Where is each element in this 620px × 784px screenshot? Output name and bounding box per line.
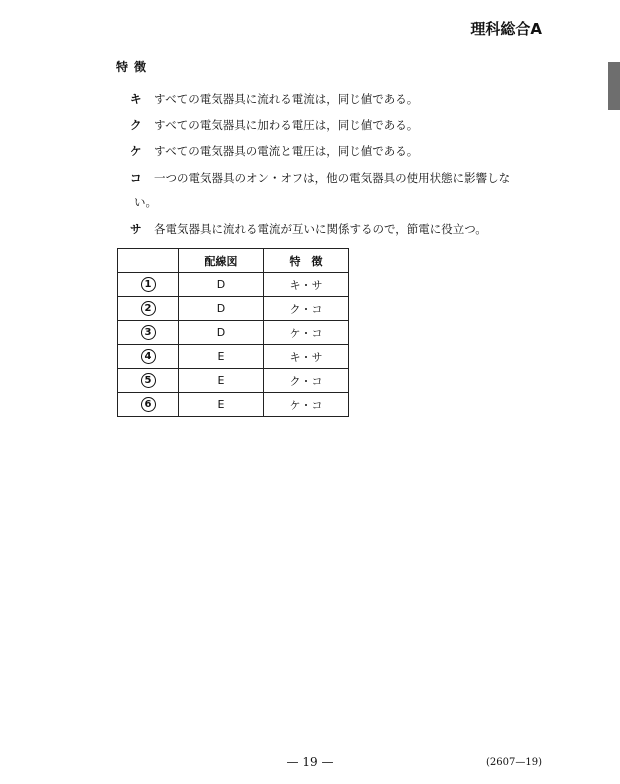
choice-number: 2 — [141, 301, 156, 316]
wiring-cell: D — [179, 321, 264, 345]
side-index-tab — [608, 62, 620, 110]
table-row — [118, 321, 349, 345]
table-row — [118, 273, 349, 297]
feature-item — [130, 214, 542, 242]
choice-number-cell — [118, 273, 179, 297]
choice-number-cell — [118, 297, 179, 321]
table-header-row — [118, 249, 349, 273]
table-row — [118, 369, 349, 393]
feature-item — [130, 112, 542, 138]
header-wiring: 配線図 — [179, 249, 264, 273]
exam-code: (2607—19) — [486, 757, 542, 768]
table-row — [118, 345, 349, 369]
choice-number-cell — [118, 369, 179, 393]
feature-key: ケ — [130, 144, 142, 158]
subject-title: 理科総合A — [470, 20, 542, 38]
features-cell: キ・サ — [264, 345, 349, 369]
feature-text: すべての電気器具に加わる電圧は，同じ値である。 — [154, 118, 419, 132]
feature-key: コ — [130, 171, 142, 185]
choice-number-cell — [118, 345, 179, 369]
choice-number: 1 — [141, 277, 156, 292]
section-heading: 特徴 — [116, 60, 153, 74]
feature-text: すべての電気器具に流れる電流は，同じ値である。 — [154, 92, 419, 106]
table-row — [118, 297, 349, 321]
feature-text: 一つの電気器具のオン・オフは，他の電気器具の使用状態に影響しな — [154, 171, 511, 185]
choice-number: 4 — [141, 349, 156, 364]
feature-item — [130, 138, 542, 164]
feature-key: キ — [130, 92, 142, 106]
feature-text-continuation: い。 — [134, 195, 157, 209]
features-cell: ケ・コ — [264, 321, 349, 345]
page-number: — 19 — — [286, 755, 334, 769]
features-cell: ケ・コ — [264, 393, 349, 417]
feature-list — [130, 86, 542, 242]
choice-number: 6 — [141, 397, 156, 412]
features-cell: ク・コ — [264, 369, 349, 393]
feature-key: ク — [130, 118, 142, 132]
choice-number-cell — [118, 393, 179, 417]
choice-number: 3 — [141, 325, 156, 340]
wiring-cell: D — [179, 273, 264, 297]
header-features: 特 徴 — [264, 249, 349, 273]
feature-text: すべての電気器具の電流と電圧は，同じ値である。 — [154, 144, 419, 158]
corner-cell — [118, 249, 179, 273]
features-cell: ク・コ — [264, 297, 349, 321]
choice-number-cell — [118, 321, 179, 345]
table-row — [118, 393, 349, 417]
feature-item — [130, 86, 542, 112]
wiring-cell: D — [179, 297, 264, 321]
answer-choice-table — [117, 248, 349, 417]
wiring-cell: E — [179, 345, 264, 369]
wiring-cell: E — [179, 369, 264, 393]
feature-key: サ — [130, 222, 142, 236]
features-cell: キ・サ — [264, 273, 349, 297]
choice-number: 5 — [141, 373, 156, 388]
wiring-cell: E — [179, 393, 264, 417]
feature-item — [130, 164, 542, 214]
feature-text: 各電気器具に流れる電流が互いに関係するので，節電に役立つ。 — [154, 222, 487, 236]
feature-text-wrap — [134, 166, 542, 214]
